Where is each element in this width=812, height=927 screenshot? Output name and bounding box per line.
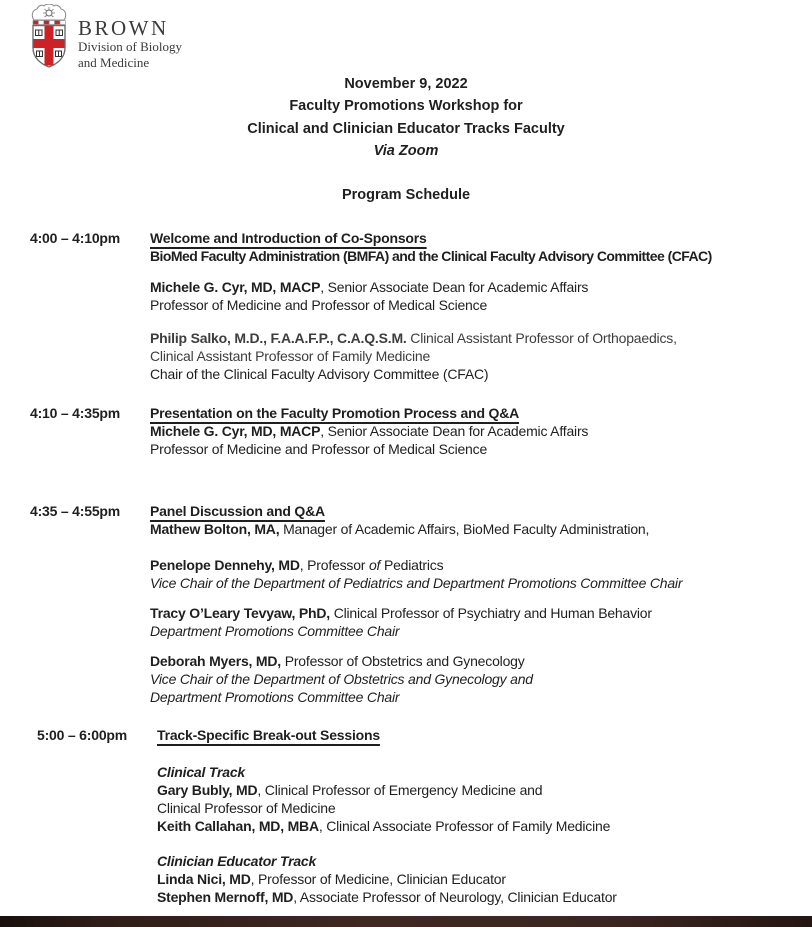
session-presentation <box>0 404 812 458</box>
session-welcome <box>0 229 812 383</box>
track-label-clinician-educator: Clinician Educator Track <box>157 853 317 869</box>
session-title: Panel Discussion and Q&A <box>150 503 325 519</box>
speaker-line: Philip Salko, M.D., F.A.A.F.P., C.A.Q.S.M. Clinical Assistant Professor of Orthopaedics, <box>150 330 677 346</box>
speaker-line: Clinical Professor of Medicine <box>157 800 336 816</box>
document-header <box>0 73 812 163</box>
speaker-line: Gary Bubly, MD, Clinical Professor of Emergency Medicine and <box>157 782 543 798</box>
logo-division-line2: and Medicine <box>78 54 150 70</box>
session-content <box>150 502 786 706</box>
speaker-line: Stephen Mernoff, MD, Associate Professor of Neurology, Clinician Educator <box>157 889 617 905</box>
session-breakout <box>0 726 812 906</box>
speaker-line: Tracy O’Leary Tevyaw, PhD, Clinical Professor of Psychiatry and Human Behavior <box>150 605 652 621</box>
speaker-line: Professor of Medicine and Professor of Medical Science <box>150 297 488 313</box>
speaker-line: Michele G. Cyr, MD, MACP, Senior Associate Dean for Academic Affairs <box>150 279 589 295</box>
speaker-line: Michele G. Cyr, MD, MACP, Senior Associate Dean for Academic Affairs <box>150 423 589 439</box>
header-venue: Via Zoom <box>373 143 439 160</box>
speaker-line: Department Promotions Committee Chair <box>150 689 400 705</box>
speaker-line: Vice Chair of the Department of Pediatrics and Department Promotions Committee Chair <box>150 575 683 591</box>
logo-division-line1: Division of Biology <box>78 39 183 54</box>
speaker-line: Keith Callahan, MD, MBA, Clinical Associate Professor of Family Medicine <box>157 818 611 834</box>
speaker-line: Penelope Dennehy, MD, Professor of Pediatrics <box>150 557 444 573</box>
speaker-line: Clinical Assistant Professor of Family Medicine <box>150 348 431 364</box>
session-subtitle: BioMed Faculty Administration (BMFA) and the Clinical Faculty Advisory Committee (CFAC) <box>150 248 712 264</box>
session-title: Welcome and Introduction of Co-Sponsors <box>150 230 427 246</box>
brown-crest-icon <box>29 4 69 68</box>
speaker-line: Professor of Medicine and Professor of Medical Science <box>150 441 488 457</box>
crest-torse <box>33 21 65 25</box>
header-title-line2: Clinical and Clinician Educator Tracks Faculty <box>247 120 565 137</box>
program-schedule-title: Program Schedule <box>341 187 471 203</box>
session-time: 4:35 – 4:55pm <box>30 503 121 519</box>
speaker-line: Mathew Bolton, MA, Manager of Academic Affairs, BioMed Faculty Administration, <box>150 521 650 537</box>
speaker-line: Linda Nici, MD, Professor of Medicine, Clinician Educator <box>157 871 506 887</box>
header-date: November 9, 2022 <box>344 76 468 92</box>
speaker-line: Deborah Myers, MD, Professor of Obstetrics and Gynecology <box>150 653 525 669</box>
session-time: 4:10 – 4:35pm <box>30 405 121 421</box>
session-panel <box>0 502 812 706</box>
session-title: Presentation on the Faculty Promotion Process and Q&A <box>150 405 520 421</box>
session-time: 5:00 – 6:00pm <box>37 727 128 743</box>
session-content <box>150 229 786 383</box>
track-label-clinical: Clinical Track <box>157 764 245 780</box>
logo-wordmark: BROWN <box>78 16 169 40</box>
session-title: Track-Specific Break-out Sessions <box>157 727 380 743</box>
session-time: 4:00 – 4:10pm <box>30 230 121 246</box>
crest-sun <box>46 10 52 16</box>
header-title-line1: Faculty Promotions Workshop for <box>289 98 523 115</box>
session-content <box>157 726 793 906</box>
logo-text <box>78 17 182 70</box>
speaker-line: Chair of the Clinical Faculty Advisory Committee (CFAC) <box>150 366 489 382</box>
brown-logo <box>29 4 182 70</box>
bottom-edge-bar <box>0 916 812 927</box>
speaker-line: Department Promotions Committee Chair <box>150 623 400 639</box>
session-content <box>150 404 786 458</box>
speaker-line: Vice Chair of the Department of Obstetrics and Gynecology and <box>150 671 533 687</box>
